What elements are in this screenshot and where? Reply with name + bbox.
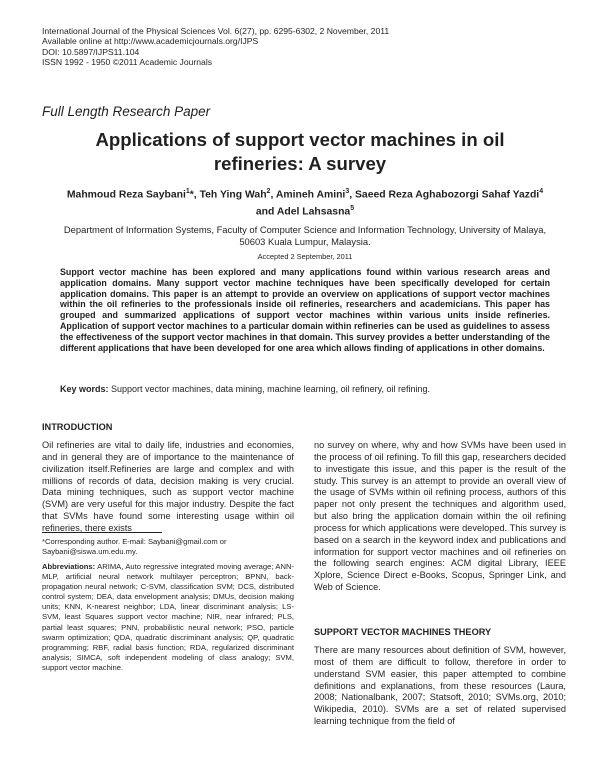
keywords-label: Key words: xyxy=(60,384,109,394)
svm-theory-heading: SUPPORT VECTOR MACHINES THEORY xyxy=(314,627,492,637)
paper-type: Full Length Research Paper xyxy=(42,104,211,119)
journal-citation: International Journal of the Physical Sciences Vol. 6(27), pp. 6295-6302, 2 November, 2011 xyxy=(42,26,390,36)
abbreviations-label: Abbreviations: xyxy=(42,562,96,571)
footnote-line-2: Saybani@siswa.um.edu.my. xyxy=(42,547,138,557)
svm-theory-text: There are many resources about definition of SVM, however, most of them are difficult to follow, therefore in order to understand SVM easier, this paper attempted to combine definitions and explanations, from these resources (Laura, 2008; Nationalbank, 2007; Statsoft, 2010; SVMs.org, 2010; Wikipedia, 2010). SVMs are a set of related supervised learning technique from the field of xyxy=(314,645,566,727)
author-name: Saeed Reza Aghabozorgi Sahaf Yazdi xyxy=(355,189,540,201)
author-list xyxy=(60,185,550,220)
abbreviations-text: ARIMA, Auto regressive integrated moving average; ANN-MLP, artificial neural network multilayer perceptron; BPNN, back-propagation neural network; C-SVM, classification SVM; DCS, distributed control system; DEA, data envelopment analysis; DMUs, decision making units; KNN, K-nearest neighbor; LDA, linear discriminant analysis; LS-SVM, least Squares support vector machine; NIR, near infrared; PLS, partial least squares; PNN, probabilistic neural network; PSO, particle swarm optimization; QDA, quadratic discriminant analysis; QP, quadratic programming; RBF, radial basis function; RDA, regularized discriminant analysis; SIMCA, soft independent modeling of class analogy; SVM, support vector machine. xyxy=(42,562,294,672)
author-affil-sup: 4 xyxy=(539,188,544,195)
author-affil-sup: 3 xyxy=(345,188,350,195)
title-line-2: refineries: A survey xyxy=(213,153,387,174)
keywords-text: Support vector machines, data mining, machine learning, oil refinery, oil refining. xyxy=(111,384,431,394)
abstract: Support vector machine has been explored and many applications found within various research areas and application domains. Many support vector machine techniques have been specifically developed for certain application domains. This paper is an attempt to provide an overview on applications of support vector machines within the oil refineries to the professionals inside oil refineries, researchers and academicians. This paper has grouped and summarized applications of support vector machines within various units inside refineries. Application of support vector machines to a particular domain within refineries can be used as guidelines to assess the effectiveness of the support vector machines in that domain. This survey provides a better understanding of the different applications that have been developed for one area which allows finding of applications in other domains. xyxy=(60,267,550,353)
corresponding-mark: * xyxy=(189,189,194,201)
journal-header xyxy=(42,26,389,68)
paper-title xyxy=(60,128,540,176)
accepted-date: Accepted 2 September, 2011 xyxy=(257,252,353,261)
footnote-divider xyxy=(42,532,162,533)
doi: DOI: 10.5897/IJPS11.104 xyxy=(42,46,140,57)
author-conjunction: and xyxy=(255,206,275,218)
author-name: Teh Ying Wah xyxy=(199,189,267,201)
abbreviations xyxy=(42,562,294,673)
title-line-1: Applications of support vector machines in oil xyxy=(95,129,505,150)
author-affil-sup: 2 xyxy=(266,188,271,195)
author-name: Amineh Amini xyxy=(275,189,346,201)
affiliation-line-1: Department of Information Systems, Faculty of Computer Science and Information Technology, University of Malaya, xyxy=(63,224,547,235)
introduction-heading: INTRODUCTION xyxy=(42,422,113,432)
online-availability: Available online at http://www.academicjournals.org/IJPS xyxy=(42,36,259,47)
footnote-line-1: *Corresponding author. E-mail: Saybani@gmail.com or xyxy=(42,537,227,546)
intro-right-column: no survey on where, why and how SVMs have been used in the process of oil refining. To fill this gap, researchers decided to investigate this issue, and this paper is the result of the study. This survey is an attempt to provide an overall view of the usage of SVMs within oil refining process, authors of this paper not only present the techniques and algorithm used, but also bring the application domain within the oil refining process for which applications were developed. This survey is based on a search in the keyword index and publications and information for support vector machines and oil refineries on the following search engines: ACM digital Library, IEEE Xplore, Science Direct e-Books, Scopus, Springer Link, and Web of Science. xyxy=(314,440,566,593)
affiliation xyxy=(60,224,550,248)
corresponding-author-footnote xyxy=(42,537,294,557)
intro-left-column: Oil refineries are vital to daily life, industries and economies, and in general they are of importance to the maintenance of civilization itself.Refineries are large and complex and with millions of records of data, decision making is very crucial. Data mining techniques, such as support vector machine (SVM) are very useful for this major industry. Despite the fact that SVMs have found some interesting usage within oil refineries, there exists xyxy=(42,440,294,533)
keywords xyxy=(60,384,550,394)
issn: ISSN 1992 - 1950 ©2011 Academic Journals xyxy=(42,57,213,68)
author-name: Mahmoud Reza Saybani xyxy=(66,189,186,201)
author-line-1: Mahmoud Reza Saybani$^1$*, Teh Ying Wah$^2$, Amineh Amini$^3$, Saeed Reza Aghabozorgi Sahaf Yazdi$^4$ and Adel Lahsasna$^5$ xyxy=(66,188,544,218)
author-affil-sup: 5 xyxy=(350,205,355,213)
affiliation-line-2: 50603 Kuala Lumpur, Malaysia. xyxy=(239,236,371,247)
author-name: Adel Lahsasna xyxy=(276,206,351,218)
author-affil-sup: 1 xyxy=(185,188,190,195)
